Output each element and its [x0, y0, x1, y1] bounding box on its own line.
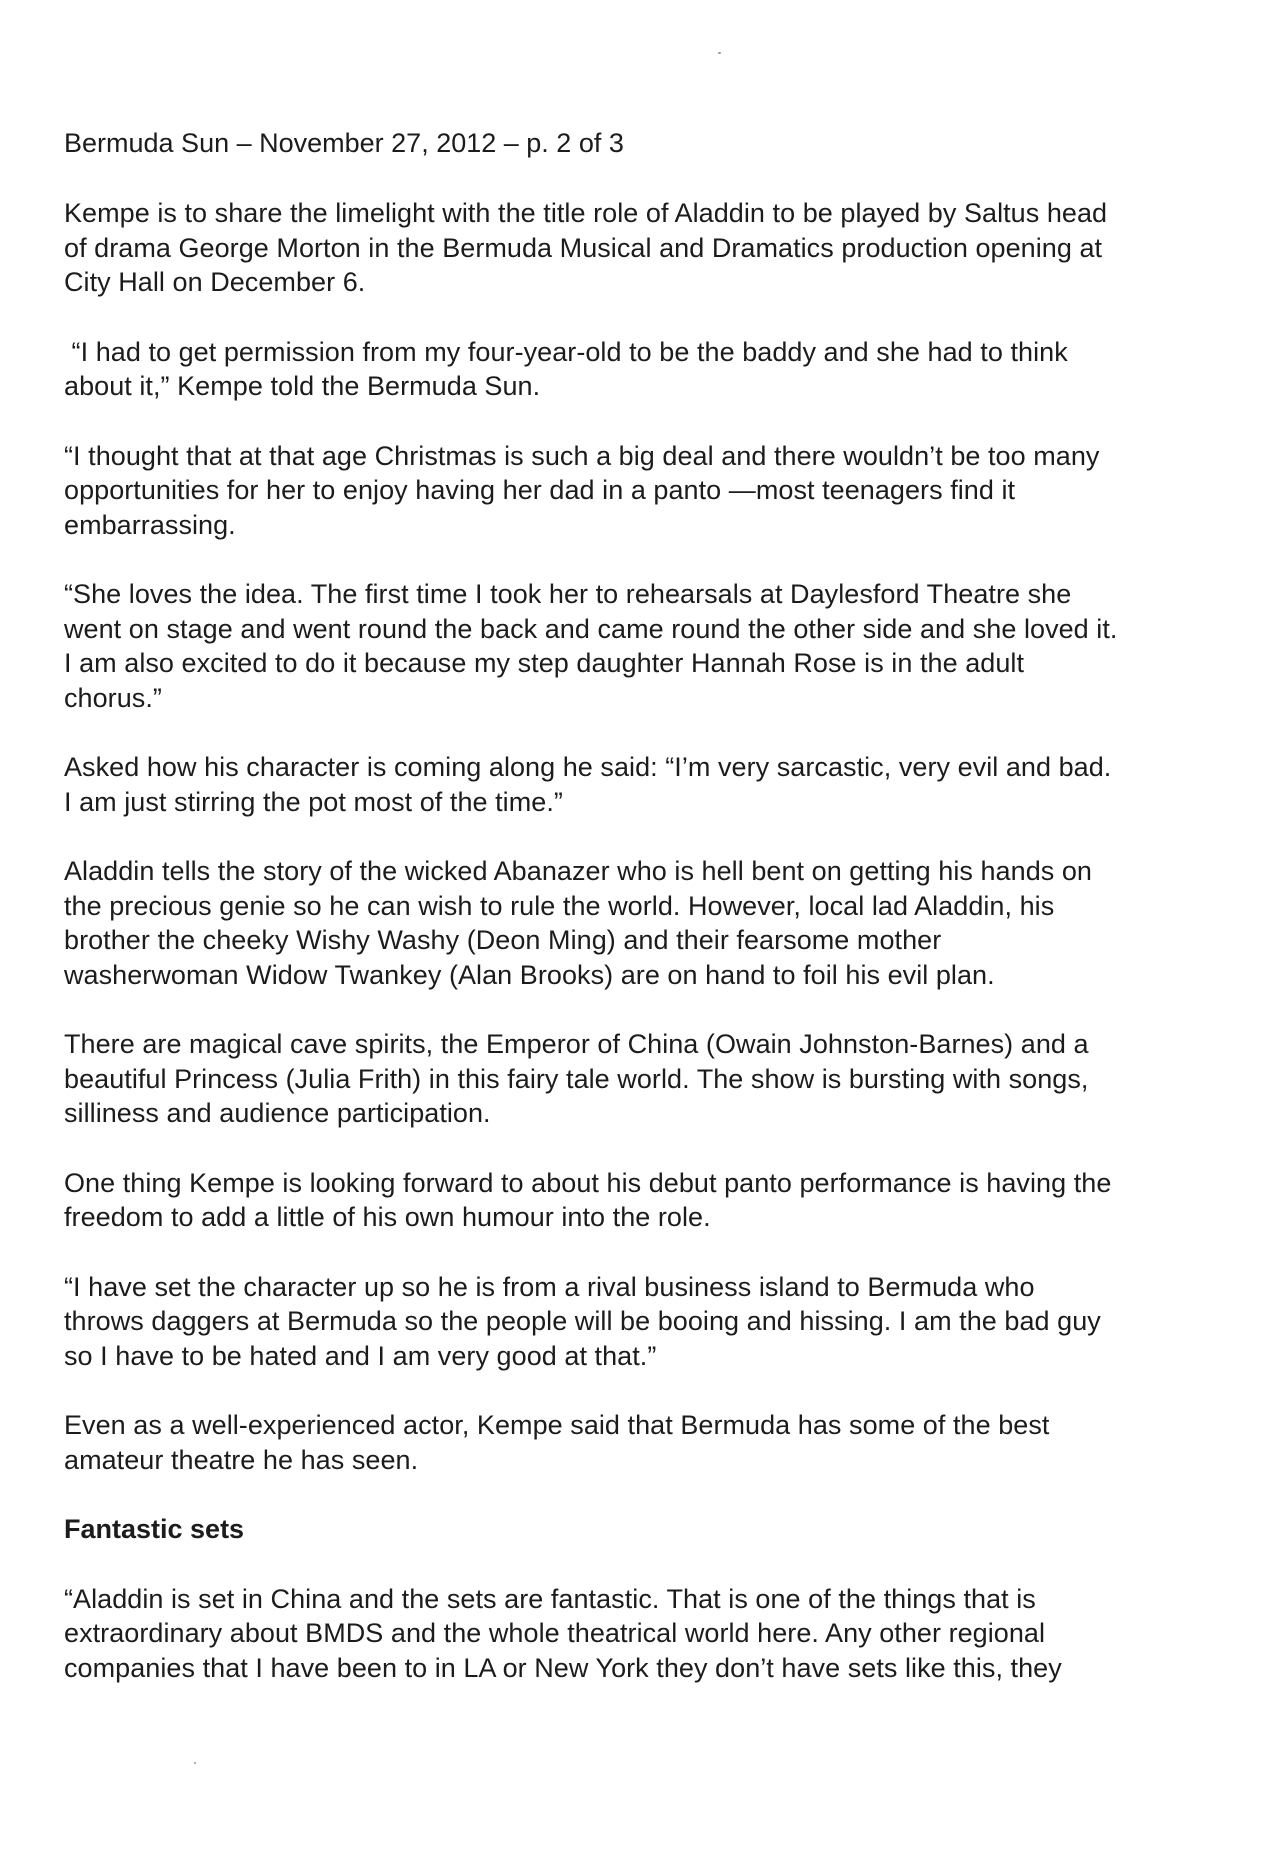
document-header: Bermuda Sun – November 27, 2012 – p. 2 of 3 — [64, 128, 624, 158]
text-line: “Aladdin is set in China and the sets are fantastic. That is one of the things that is — [64, 1583, 1036, 1614]
text-line: extraordinary about BMDS and the whole theatrical world here. Any other regional — [64, 1618, 1046, 1648]
text-line: beautiful Princess (Julia Frith) in this fairy tale world. The show is bursting with songs, — [64, 1063, 1089, 1094]
text-line: of drama George Morton in the Bermuda Musical and Dramatics production opening at — [64, 232, 1103, 263]
paragraph-8 — [64, 1166, 1254, 1235]
article-body — [64, 196, 1254, 1720]
text-line: freedom to add a little of his own humour into the role. — [64, 1202, 711, 1232]
text-line: about it,” Kempe told the Bermuda Sun. — [64, 371, 541, 401]
text-line: companies that I have been to in LA or New York they don’t have sets like this, they — [64, 1652, 1062, 1683]
paragraph-4 — [64, 577, 1254, 715]
text-line: Asked how his character is coming along he said: “I’m very sarcastic, very evil and bad. — [64, 752, 1112, 782]
text-line: brother the cheeky Wishy Washy (Deon Ming) and their fearsome mother — [64, 925, 942, 955]
text-line: I am also excited to do it because my step daughter Hannah Rose is in the adult — [64, 648, 1025, 678]
text-line: One thing Kempe is looking forward to about his debut panto performance is having the — [64, 1167, 1112, 1198]
text-line: opportunities for her to enjoy having her dad in a panto —most teenagers find it — [64, 475, 1016, 505]
text-line: “She loves the idea. The first time I took her to rehearsals at Daylesford Theatre she — [64, 579, 1072, 609]
scan-speck — [718, 52, 721, 54]
text-line: silliness and audience participation. — [64, 1098, 491, 1128]
text-line: “I have set the character up so he is from a rival business island to Bermuda who — [64, 1271, 1035, 1302]
text-line: I am just stirring the pot most of the time.” — [64, 786, 563, 817]
text-line: so I have to be hated and I am very good at that.” — [64, 1340, 657, 1371]
text-line: “I had to get permission from my four-year-old to be the baddy and she had to think — [64, 336, 1068, 367]
text-line: washerwoman Widow Twankey (Alan Brooks) are on hand to foil his evil plan. — [64, 959, 995, 990]
text-line: chorus.” — [64, 682, 162, 713]
paragraph-3 — [64, 439, 1254, 543]
text-line: went on stage and went round the back and came round the other side and she loved it. — [64, 613, 1118, 644]
paragraph-9 — [64, 1270, 1254, 1374]
text-line: City Hall on December 6. — [64, 267, 366, 297]
text-line: the precious genie so he can wish to rule the world. However, local lad Aladdin, his — [64, 890, 1055, 921]
paragraph-2 — [64, 335, 1254, 404]
paragraph-1 — [64, 196, 1254, 300]
paragraph-10 — [64, 1408, 1254, 1477]
paragraph-7 — [64, 1027, 1254, 1131]
paragraph-final — [64, 1582, 1254, 1686]
text-line: “I thought that at that age Christmas is such a big deal and there wouldn’t be too many — [64, 440, 1100, 471]
text-line: There are magical cave spirits, the Emperor of China (Owain Johnston-Barnes) and a — [64, 1029, 1089, 1059]
paragraph-6 — [64, 854, 1254, 992]
scan-speck — [194, 1762, 196, 1764]
text-line: Even as a well-experienced actor, Kempe said that Bermuda has some of the best — [64, 1410, 1050, 1440]
text-line: throws daggers at Bermuda so the people will be booing and hissing. I am the bad guy — [64, 1306, 1101, 1336]
text-line: amateur theatre he has seen. — [64, 1444, 419, 1475]
text-line: Kempe is to share the limelight with the title role of Aladdin to be played by Saltus head — [64, 198, 1108, 228]
text-line: embarrassing. — [64, 509, 236, 540]
text-line: Aladdin tells the story of the wicked Abanazer who is hell bent on getting his hands on — [64, 856, 1092, 886]
subheading: Fantastic sets — [64, 1514, 245, 1544]
paragraph-5 — [64, 750, 1254, 819]
